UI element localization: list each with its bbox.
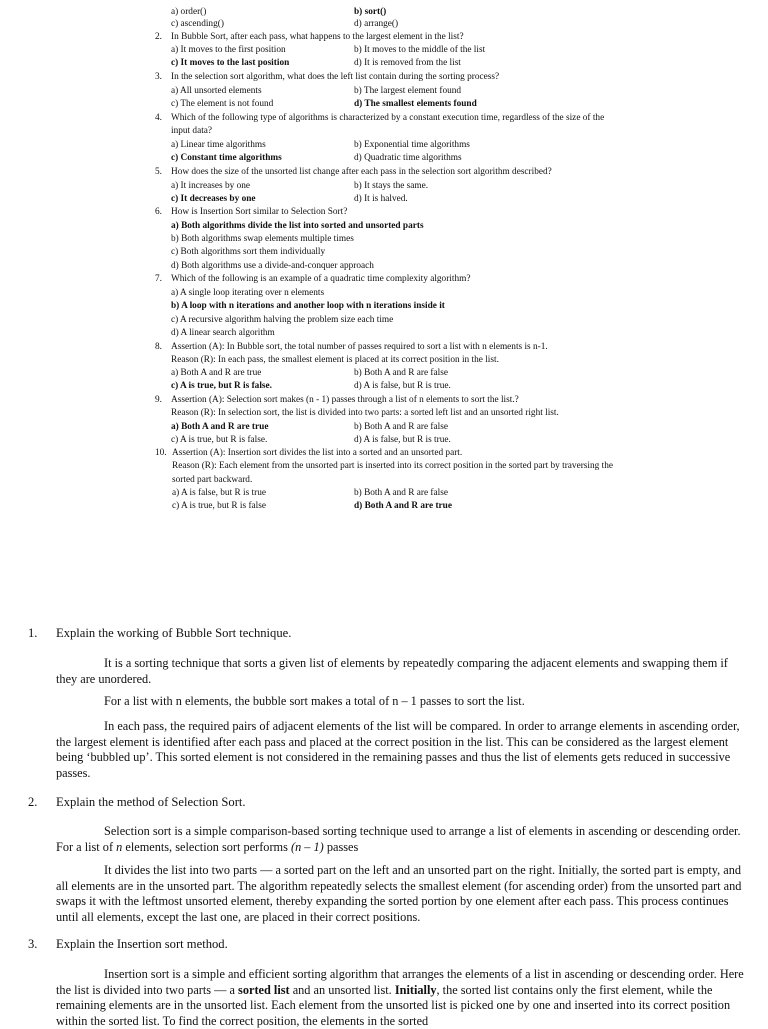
- answer-paragraph-2: It divides the list into two parts — a sorted part on the left and an unsorted part on the right. Initially, the sorted part is empty, and all elements are in the unsorted part. The algorithm repeatedly selects the smallest element (for ascending order) from the unsorted part and swaps it with the leftmost unsorted element, thereby expanding the sorted portion by one element after each pass. This process continues until all elements, except the last one, are placed in their correct positions.: [56, 863, 742, 924]
- question-number: 6.: [155, 207, 162, 217]
- answer-paragraph-2: For a list with n elements, the bubble sort makes a total of n – 1 passes to sort the list.: [104, 694, 525, 708]
- option-a: a) Both A and R are true: [171, 368, 262, 378]
- option-b-correct: b) sort(): [354, 7, 387, 17]
- text-run-italic: (n – 1): [290, 839, 324, 854]
- question-text: How does the size of the unsorted list change after each pass in the selection sort algorithm described?: [171, 167, 552, 177]
- question-number: 4.: [155, 113, 162, 123]
- reason-text: Reason (R): In each pass, the smallest element is placed at its correct position in the list.: [171, 355, 499, 365]
- text-run: , the sorted list contains only the first element, while the remaining elements are in the unsorted list. Each element from the unsorted list is picked one by one and inserted into its correct position within the sorted list. To find the correct position, the elements in the sorted: [56, 982, 731, 1028]
- option-b: b) Exponential time algorithms: [354, 140, 470, 150]
- option-c-correct: c) It decreases by one: [171, 194, 256, 204]
- text-run: passes: [323, 839, 359, 854]
- question-text: Which of the following is an example of a quadratic time complexity algorithm?: [171, 274, 471, 284]
- option-b: b) Both A and R are false: [354, 368, 448, 378]
- option-c-correct: c) A is true, but R is false.: [171, 381, 272, 391]
- question-title: Explain the working of Bubble Sort technique.: [56, 626, 292, 640]
- reason-text-line-1: Reason (R): Each element from the unsorted part is inserted into its correct position in the sorted part by traversing the: [172, 461, 613, 471]
- question-text: In the selection sort algorithm, what does the left list contain during the sorting process?: [171, 72, 500, 82]
- answer-paragraph-1: [56, 967, 746, 1029]
- option-a: a) A is false, but R is true: [172, 488, 266, 498]
- option-b: b) The largest element found: [354, 86, 462, 96]
- option-b: b) Both A and R are false: [354, 422, 448, 432]
- question-title: Explain the method of Selection Sort.: [56, 795, 246, 809]
- answer-paragraph-1: It is a sorting technique that sorts a given list of elements by repeatedly comparing the adjacent elements and swapping them if they are unordered.: [56, 656, 728, 686]
- question-number: 2.: [28, 795, 38, 809]
- option-d-correct: d) Both A and R are true: [354, 501, 452, 511]
- question-number: 3.: [28, 937, 38, 951]
- answer-paragraph-1: [56, 824, 746, 855]
- option-a: a) A single loop iterating over n elements: [171, 288, 325, 298]
- question-text: In Bubble Sort, after each pass, what happens to the largest element in the list?: [171, 32, 464, 42]
- option-b: b) Both algorithms swap elements multiple times: [171, 234, 354, 244]
- reason-text: Reason (R): In selection sort, the list is divided into two parts: a sorted left list and an unsorted right list.: [171, 408, 559, 418]
- option-b-correct: b) A loop with n iterations and another loop with n iterations inside it: [171, 301, 445, 311]
- option-d: d) It is removed from the list: [354, 58, 461, 68]
- question-text: How is Insertion Sort similar to Selection Sort?: [171, 207, 348, 217]
- option-b: b) It moves to the middle of the list: [354, 45, 486, 55]
- option-d: d) A is false, but R is true.: [354, 435, 451, 445]
- option-a: a) It increases by one: [171, 181, 250, 191]
- assertion-text: Assertion (A): Insertion sort divides the list into a sorted and an unsorted part.: [172, 448, 463, 458]
- option-c: c) A recursive algorithm halving the problem size each time: [171, 315, 394, 325]
- option-d: d) It is halved.: [354, 194, 408, 204]
- question-number: 7.: [155, 274, 162, 284]
- option-a: a) order(): [171, 7, 207, 17]
- assertion-text: Assertion (A): Selection sort makes (n - 1) passes through a list of n elements to sort the list.?: [171, 395, 519, 405]
- question-text-line-1: Which of the following type of algorithms is characterized by a constant execution time, regardless of the size of the: [171, 113, 605, 123]
- option-d: d) arrange(): [354, 19, 399, 29]
- text-run: elements, selection sort performs: [122, 839, 291, 854]
- option-d: d) A is false, but R is true.: [354, 381, 451, 391]
- option-a: a) It moves to the first position: [171, 45, 286, 55]
- option-c: c) Both algorithms sort them individually: [171, 247, 326, 257]
- option-b: b) It stays the same.: [354, 181, 429, 191]
- text-run-bold: sorted list: [238, 982, 290, 997]
- text-run: Insertion sort is a simple and efficient sorting algorithm that arranges the elements of a list in ascending or descending order. Here the list is divided into two parts — a: [56, 967, 744, 997]
- question-title: Explain the Insertion sort method.: [56, 937, 228, 951]
- question-number: 1.: [28, 626, 38, 640]
- option-d: d) A linear search algorithm: [171, 328, 275, 338]
- question-text-line-2: input data?: [171, 126, 213, 136]
- option-b: b) Both A and R are false: [354, 488, 448, 498]
- text-run-bold: Initially: [394, 982, 437, 997]
- assertion-text: Assertion (A): In Bubble sort, the total number of passes required to sort a list with n elements is n-1.: [171, 342, 548, 352]
- option-d-correct: d) The smallest elements found: [354, 99, 477, 109]
- question-number: 8.: [155, 342, 162, 352]
- question-number: 2.: [155, 32, 162, 42]
- reason-text-line-2: sorted part backward.: [172, 475, 253, 485]
- question-number: 5.: [155, 167, 162, 177]
- option-a: a) Linear time algorithms: [171, 140, 266, 150]
- option-d: d) Both algorithms use a divide-and-conquer approach: [171, 261, 374, 271]
- question-number: 3.: [155, 72, 162, 82]
- option-c: c) The element is not found: [171, 99, 274, 109]
- text-run: Selection sort is a simple comparison-based sorting technique used to arrange a list of elements in ascending or descending order. For a list of: [56, 824, 741, 854]
- option-a: a) All unsorted elements: [171, 86, 262, 96]
- question-number: 9.: [155, 395, 162, 405]
- text-run: and an unsorted list.: [289, 982, 395, 997]
- option-c: c) ascending(): [171, 19, 224, 29]
- option-c-correct: c) Constant time algorithms: [171, 153, 282, 163]
- option-a-correct: a) Both algorithms divide the list into sorted and unsorted parts: [171, 221, 424, 231]
- option-c: c) A is true, but R is false.: [171, 435, 268, 445]
- option-c-correct: c) It moves to the last position: [171, 58, 290, 68]
- option-d: d) Quadratic time algorithms: [354, 153, 462, 163]
- answer-paragraph-3: In each pass, the required pairs of adjacent elements of the list will be compared. In order to arrange elements in ascending order, the largest element is identified after each pass and placed at the correct position in the list. This can be considered as the largest element being ‘bubbled up’. This sorted element is not considered in the remaining passes and thus the list of elements gets reduced in successive passes.: [56, 719, 740, 780]
- text-run-italic: n: [116, 839, 123, 854]
- option-a-correct: a) Both A and R are true: [171, 422, 269, 432]
- option-c: c) A is true, but R is false: [172, 501, 266, 511]
- question-number: 10.: [155, 448, 167, 458]
